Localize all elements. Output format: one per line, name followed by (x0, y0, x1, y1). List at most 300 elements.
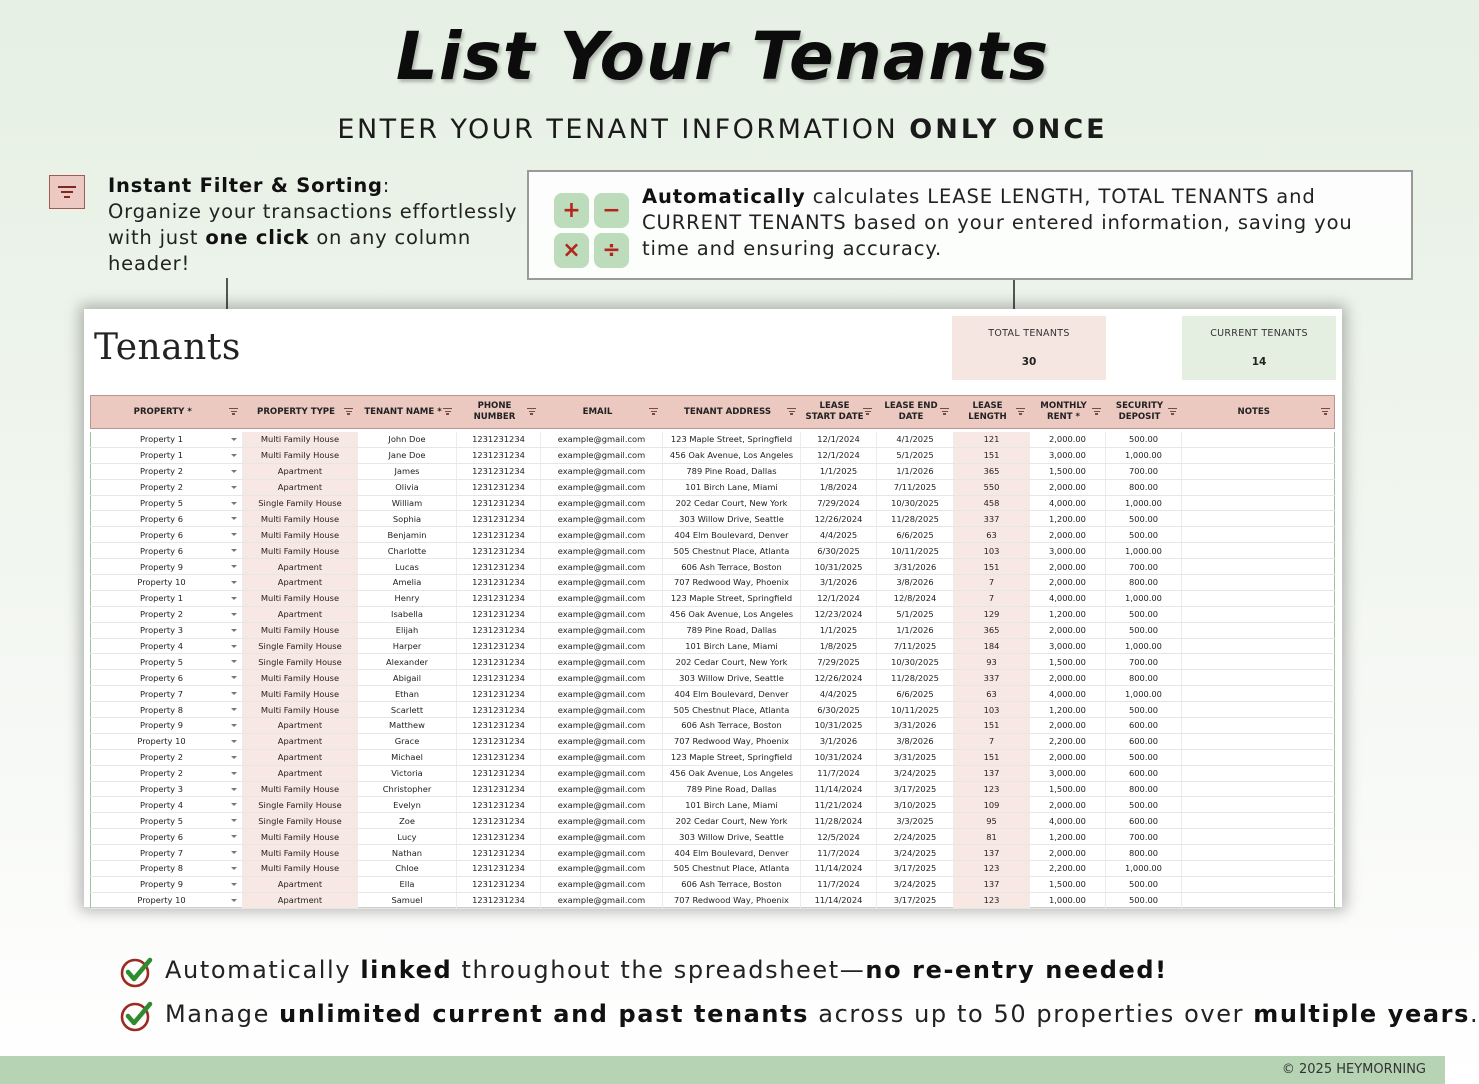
cell-phone[interactable]: 1231231234 (457, 606, 541, 622)
cell-ptype[interactable]: Apartment (243, 749, 358, 765)
cell-start[interactable]: 7/29/2025 (801, 654, 877, 670)
cell-phone[interactable]: 1231231234 (457, 432, 541, 448)
cell-notes[interactable] (1182, 829, 1335, 845)
cell-phone[interactable]: 1231231234 (457, 733, 541, 749)
cell-addr[interactable]: 606 Ash Terrace, Boston (663, 718, 801, 734)
cell-rent[interactable]: 1,500.00 (1030, 876, 1106, 892)
column-header-notes[interactable] (1182, 396, 1335, 429)
cell-phone[interactable]: 1231231234 (457, 797, 541, 813)
cell-addr[interactable]: 123 Maple Street, Springfield (663, 432, 801, 448)
cell-end[interactable]: 10/11/2025 (877, 543, 954, 559)
cell-start[interactable]: 11/14/2024 (801, 781, 877, 797)
cell-prop[interactable]: Property 5 (91, 495, 243, 511)
column-header-end[interactable] (877, 396, 954, 429)
chevron-down-icon[interactable] (231, 883, 237, 886)
cell-phone[interactable]: 1231231234 (457, 463, 541, 479)
cell-end[interactable]: 3/8/2026 (877, 733, 954, 749)
cell-rent[interactable]: 2,000.00 (1030, 797, 1106, 813)
cell-email[interactable]: example@gmail.com (541, 511, 663, 527)
cell-phone[interactable]: 1231231234 (457, 702, 541, 718)
cell-phone[interactable]: 1231231234 (457, 718, 541, 734)
cell-ptype[interactable]: Apartment (243, 463, 358, 479)
cell-phone[interactable]: 1231231234 (457, 638, 541, 654)
column-header-email[interactable] (541, 396, 663, 429)
cell-notes[interactable] (1182, 606, 1335, 622)
cell-phone[interactable]: 1231231234 (457, 686, 541, 702)
cell-rent[interactable]: 3,000.00 (1030, 638, 1106, 654)
cell-email[interactable]: example@gmail.com (541, 495, 663, 511)
cell-email[interactable]: example@gmail.com (541, 781, 663, 797)
cell-email[interactable]: example@gmail.com (541, 797, 663, 813)
chevron-down-icon[interactable] (231, 692, 237, 695)
cell-rent[interactable]: 1,200.00 (1030, 702, 1106, 718)
cell-len[interactable]: 151 (954, 718, 1030, 734)
cell-dep[interactable]: 1,000.00 (1106, 447, 1182, 463)
cell-name[interactable]: Christopher (358, 781, 457, 797)
cell-email[interactable]: example@gmail.com (541, 861, 663, 877)
filter-icon[interactable] (443, 408, 453, 416)
cell-phone[interactable]: 1231231234 (457, 447, 541, 463)
cell-addr[interactable]: 404 Elm Boulevard, Denver (663, 686, 801, 702)
cell-addr[interactable]: 404 Elm Boulevard, Denver (663, 845, 801, 861)
cell-len[interactable]: 337 (954, 670, 1030, 686)
cell-ptype[interactable]: Single Family House (243, 654, 358, 670)
cell-name[interactable]: Sophia (358, 511, 457, 527)
cell-ptype[interactable]: Multi Family House (243, 781, 358, 797)
cell-end[interactable]: 3/24/2025 (877, 845, 954, 861)
chevron-down-icon[interactable] (231, 819, 237, 822)
cell-addr[interactable]: 505 Chestnut Place, Atlanta (663, 543, 801, 559)
cell-notes[interactable] (1182, 876, 1335, 892)
cell-dep[interactable]: 1,000.00 (1106, 543, 1182, 559)
cell-prop[interactable]: Property 4 (91, 797, 243, 813)
chevron-down-icon[interactable] (231, 645, 237, 648)
cell-dep[interactable]: 800.00 (1106, 670, 1182, 686)
cell-notes[interactable] (1182, 718, 1335, 734)
cell-dep[interactable]: 600.00 (1106, 733, 1182, 749)
cell-len[interactable]: 121 (954, 432, 1030, 448)
filter-icon[interactable] (1320, 408, 1330, 416)
cell-notes[interactable] (1182, 432, 1335, 448)
filter-icon[interactable] (787, 408, 797, 416)
cell-start[interactable]: 6/30/2025 (801, 543, 877, 559)
cell-start[interactable]: 12/26/2024 (801, 670, 877, 686)
chevron-down-icon[interactable] (231, 724, 237, 727)
cell-start[interactable]: 11/21/2024 (801, 797, 877, 813)
cell-ptype[interactable]: Multi Family House (243, 829, 358, 845)
column-header-name[interactable] (358, 396, 457, 429)
cell-len[interactable]: 137 (954, 845, 1030, 861)
cell-end[interactable]: 10/11/2025 (877, 702, 954, 718)
cell-start[interactable]: 4/4/2025 (801, 686, 877, 702)
cell-end[interactable]: 3/3/2025 (877, 813, 954, 829)
cell-name[interactable]: Evelyn (358, 797, 457, 813)
cell-prop[interactable]: Property 6 (91, 511, 243, 527)
cell-start[interactable]: 3/1/2026 (801, 575, 877, 591)
cell-email[interactable]: example@gmail.com (541, 892, 663, 908)
cell-rent[interactable]: 2,000.00 (1030, 527, 1106, 543)
cell-len[interactable]: 184 (954, 638, 1030, 654)
cell-addr[interactable]: 101 Birch Lane, Miami (663, 479, 801, 495)
cell-prop[interactable]: Property 6 (91, 829, 243, 845)
cell-prop[interactable]: Property 1 (91, 447, 243, 463)
cell-notes[interactable] (1182, 590, 1335, 606)
cell-end[interactable]: 5/1/2025 (877, 606, 954, 622)
cell-dep[interactable]: 1,000.00 (1106, 861, 1182, 877)
cell-len[interactable]: 81 (954, 829, 1030, 845)
cell-dep[interactable]: 800.00 (1106, 781, 1182, 797)
cell-start[interactable]: 4/4/2025 (801, 527, 877, 543)
cell-name[interactable]: Charlotte (358, 543, 457, 559)
cell-dep[interactable]: 500.00 (1106, 749, 1182, 765)
cell-len[interactable]: 63 (954, 686, 1030, 702)
cell-addr[interactable]: 404 Elm Boulevard, Denver (663, 527, 801, 543)
cell-dep[interactable]: 700.00 (1106, 463, 1182, 479)
cell-end[interactable]: 5/1/2025 (877, 447, 954, 463)
cell-notes[interactable] (1182, 686, 1335, 702)
cell-name[interactable]: Benjamin (358, 527, 457, 543)
chevron-down-icon[interactable] (231, 533, 237, 536)
cell-dep[interactable]: 600.00 (1106, 813, 1182, 829)
cell-addr[interactable]: 456 Oak Avenue, Los Angeles (663, 606, 801, 622)
cell-ptype[interactable]: Multi Family House (243, 845, 358, 861)
cell-notes[interactable] (1182, 702, 1335, 718)
cell-len[interactable]: 109 (954, 797, 1030, 813)
cell-notes[interactable] (1182, 463, 1335, 479)
cell-phone[interactable]: 1231231234 (457, 861, 541, 877)
cell-dep[interactable]: 600.00 (1106, 718, 1182, 734)
cell-end[interactable]: 7/11/2025 (877, 638, 954, 654)
filter-icon[interactable] (940, 408, 950, 416)
cell-start[interactable]: 12/1/2024 (801, 432, 877, 448)
cell-prop[interactable]: Property 8 (91, 861, 243, 877)
cell-email[interactable]: example@gmail.com (541, 447, 663, 463)
cell-ptype[interactable]: Multi Family House (243, 511, 358, 527)
cell-start[interactable]: 11/7/2024 (801, 765, 877, 781)
cell-rent[interactable]: 1,500.00 (1030, 781, 1106, 797)
filter-icon[interactable] (527, 408, 537, 416)
cell-email[interactable]: example@gmail.com (541, 718, 663, 734)
cell-prop[interactable]: Property 7 (91, 845, 243, 861)
cell-end[interactable]: 3/17/2025 (877, 861, 954, 877)
cell-email[interactable]: example@gmail.com (541, 575, 663, 591)
chevron-down-icon[interactable] (231, 486, 237, 489)
cell-phone[interactable]: 1231231234 (457, 829, 541, 845)
cell-end[interactable]: 1/1/2026 (877, 622, 954, 638)
cell-notes[interactable] (1182, 622, 1335, 638)
cell-notes[interactable] (1182, 527, 1335, 543)
cell-name[interactable]: Nathan (358, 845, 457, 861)
cell-name[interactable]: Alexander (358, 654, 457, 670)
chevron-down-icon[interactable] (231, 597, 237, 600)
cell-prop[interactable]: Property 2 (91, 463, 243, 479)
cell-dep[interactable]: 500.00 (1106, 606, 1182, 622)
cell-addr[interactable]: 505 Chestnut Place, Atlanta (663, 702, 801, 718)
cell-notes[interactable] (1182, 543, 1335, 559)
cell-start[interactable]: 1/8/2024 (801, 479, 877, 495)
cell-name[interactable]: Amelia (358, 575, 457, 591)
cell-ptype[interactable]: Apartment (243, 892, 358, 908)
cell-ptype[interactable]: Apartment (243, 575, 358, 591)
cell-email[interactable]: example@gmail.com (541, 590, 663, 606)
cell-ptype[interactable]: Multi Family House (243, 686, 358, 702)
cell-addr[interactable]: 606 Ash Terrace, Boston (663, 876, 801, 892)
cell-ptype[interactable]: Apartment (243, 718, 358, 734)
cell-phone[interactable]: 1231231234 (457, 622, 541, 638)
cell-prop[interactable]: Property 2 (91, 765, 243, 781)
cell-prop[interactable]: Property 9 (91, 876, 243, 892)
cell-rent[interactable]: 2,000.00 (1030, 845, 1106, 861)
cell-phone[interactable]: 1231231234 (457, 479, 541, 495)
cell-start[interactable]: 10/31/2025 (801, 559, 877, 575)
cell-ptype[interactable]: Single Family House (243, 813, 358, 829)
cell-name[interactable]: Olivia (358, 479, 457, 495)
chevron-down-icon[interactable] (231, 788, 237, 791)
cell-addr[interactable]: 707 Redwood Way, Phoenix (663, 892, 801, 908)
cell-rent[interactable]: 1,000.00 (1030, 892, 1106, 908)
cell-phone[interactable]: 1231231234 (457, 511, 541, 527)
cell-name[interactable]: Lucas (358, 559, 457, 575)
cell-dep[interactable]: 500.00 (1106, 622, 1182, 638)
cell-start[interactable]: 7/29/2024 (801, 495, 877, 511)
cell-email[interactable]: example@gmail.com (541, 733, 663, 749)
cell-len[interactable]: 63 (954, 527, 1030, 543)
cell-name[interactable]: Isabella (358, 606, 457, 622)
cell-notes[interactable] (1182, 638, 1335, 654)
cell-len[interactable]: 93 (954, 654, 1030, 670)
cell-end[interactable]: 4/1/2025 (877, 432, 954, 448)
cell-prop[interactable]: Property 2 (91, 749, 243, 765)
cell-prop[interactable]: Property 2 (91, 606, 243, 622)
cell-phone[interactable]: 1231231234 (457, 845, 541, 861)
cell-prop[interactable]: Property 5 (91, 813, 243, 829)
cell-prop[interactable]: Property 8 (91, 702, 243, 718)
cell-rent[interactable]: 2,000.00 (1030, 749, 1106, 765)
cell-phone[interactable]: 1231231234 (457, 527, 541, 543)
chevron-down-icon[interactable] (231, 835, 237, 838)
cell-phone[interactable]: 1231231234 (457, 543, 541, 559)
cell-end[interactable]: 6/6/2025 (877, 686, 954, 702)
cell-end[interactable]: 3/31/2025 (877, 749, 954, 765)
cell-addr[interactable]: 101 Birch Lane, Miami (663, 638, 801, 654)
cell-start[interactable]: 11/7/2024 (801, 876, 877, 892)
filter-icon[interactable] (1168, 408, 1178, 416)
cell-ptype[interactable]: Multi Family House (243, 590, 358, 606)
cell-notes[interactable] (1182, 765, 1335, 781)
cell-notes[interactable] (1182, 749, 1335, 765)
cell-start[interactable]: 12/26/2024 (801, 511, 877, 527)
cell-email[interactable]: example@gmail.com (541, 559, 663, 575)
cell-name[interactable]: Grace (358, 733, 457, 749)
cell-len[interactable]: 137 (954, 876, 1030, 892)
cell-phone[interactable]: 1231231234 (457, 876, 541, 892)
cell-start[interactable]: 11/14/2024 (801, 861, 877, 877)
cell-prop[interactable]: Property 6 (91, 543, 243, 559)
cell-end[interactable]: 3/31/2026 (877, 559, 954, 575)
cell-phone[interactable]: 1231231234 (457, 670, 541, 686)
chevron-down-icon[interactable] (231, 756, 237, 759)
cell-prop[interactable]: Property 9 (91, 559, 243, 575)
cell-ptype[interactable]: Multi Family House (243, 702, 358, 718)
cell-start[interactable]: 12/23/2024 (801, 606, 877, 622)
cell-dep[interactable]: 700.00 (1106, 654, 1182, 670)
cell-end[interactable]: 10/30/2025 (877, 654, 954, 670)
cell-len[interactable]: 129 (954, 606, 1030, 622)
chevron-down-icon[interactable] (231, 629, 237, 632)
cell-prop[interactable]: Property 10 (91, 733, 243, 749)
cell-prop[interactable]: Property 9 (91, 718, 243, 734)
cell-len[interactable]: 123 (954, 892, 1030, 908)
cell-rent[interactable]: 1,500.00 (1030, 654, 1106, 670)
cell-start[interactable]: 3/1/2026 (801, 733, 877, 749)
cell-addr[interactable]: 789 Pine Road, Dallas (663, 622, 801, 638)
cell-name[interactable]: Henry (358, 590, 457, 606)
cell-rent[interactable]: 1,500.00 (1030, 463, 1106, 479)
cell-notes[interactable] (1182, 479, 1335, 495)
cell-len[interactable]: 151 (954, 447, 1030, 463)
cell-rent[interactable]: 4,000.00 (1030, 813, 1106, 829)
cell-ptype[interactable]: Multi Family House (243, 670, 358, 686)
cell-addr[interactable]: 303 Willow Drive, Seattle (663, 829, 801, 845)
cell-rent[interactable]: 1,200.00 (1030, 829, 1106, 845)
cell-end[interactable]: 11/28/2025 (877, 670, 954, 686)
cell-email[interactable]: example@gmail.com (541, 876, 663, 892)
cell-notes[interactable] (1182, 559, 1335, 575)
cell-addr[interactable]: 303 Willow Drive, Seattle (663, 670, 801, 686)
cell-addr[interactable]: 456 Oak Avenue, Los Angeles (663, 447, 801, 463)
cell-len[interactable]: 95 (954, 813, 1030, 829)
cell-ptype[interactable]: Multi Family House (243, 527, 358, 543)
cell-end[interactable]: 10/30/2025 (877, 495, 954, 511)
cell-start[interactable]: 11/28/2024 (801, 813, 877, 829)
cell-prop[interactable]: Property 6 (91, 670, 243, 686)
cell-phone[interactable]: 1231231234 (457, 590, 541, 606)
cell-addr[interactable]: 456 Oak Avenue, Los Angeles (663, 765, 801, 781)
chevron-down-icon[interactable] (231, 899, 237, 902)
cell-dep[interactable]: 1,000.00 (1106, 686, 1182, 702)
cell-email[interactable]: example@gmail.com (541, 829, 663, 845)
cell-len[interactable]: 337 (954, 511, 1030, 527)
column-header-rent[interactable] (1030, 396, 1106, 429)
cell-ptype[interactable]: Apartment (243, 876, 358, 892)
cell-prop[interactable]: Property 10 (91, 575, 243, 591)
cell-rent[interactable]: 3,000.00 (1030, 447, 1106, 463)
cell-dep[interactable]: 500.00 (1106, 511, 1182, 527)
cell-len[interactable]: 103 (954, 543, 1030, 559)
cell-end[interactable]: 3/17/2025 (877, 781, 954, 797)
column-header-addr[interactable] (663, 396, 801, 429)
cell-rent[interactable]: 2,000.00 (1030, 718, 1106, 734)
cell-name[interactable]: Jane Doe (358, 447, 457, 463)
cell-name[interactable]: Lucy (358, 829, 457, 845)
cell-email[interactable]: example@gmail.com (541, 749, 663, 765)
chevron-down-icon[interactable] (231, 549, 237, 552)
cell-ptype[interactable]: Single Family House (243, 638, 358, 654)
cell-email[interactable]: example@gmail.com (541, 702, 663, 718)
chevron-down-icon[interactable] (231, 867, 237, 870)
cell-prop[interactable]: Property 10 (91, 892, 243, 908)
cell-name[interactable]: Elijah (358, 622, 457, 638)
cell-notes[interactable] (1182, 654, 1335, 670)
cell-dep[interactable]: 800.00 (1106, 575, 1182, 591)
cell-end[interactable]: 12/8/2024 (877, 590, 954, 606)
cell-name[interactable]: Matthew (358, 718, 457, 734)
cell-email[interactable]: example@gmail.com (541, 813, 663, 829)
cell-addr[interactable]: 707 Redwood Way, Phoenix (663, 733, 801, 749)
cell-addr[interactable]: 123 Maple Street, Springfield (663, 590, 801, 606)
cell-email[interactable]: example@gmail.com (541, 670, 663, 686)
cell-name[interactable]: Ella (358, 876, 457, 892)
cell-email[interactable]: example@gmail.com (541, 432, 663, 448)
cell-len[interactable]: 365 (954, 463, 1030, 479)
cell-end[interactable]: 2/24/2025 (877, 829, 954, 845)
cell-notes[interactable] (1182, 511, 1335, 527)
cell-ptype[interactable]: Multi Family House (243, 622, 358, 638)
cell-end[interactable]: 3/31/2026 (877, 718, 954, 734)
cell-prop[interactable]: Property 5 (91, 654, 243, 670)
cell-rent[interactable]: 2,000.00 (1030, 575, 1106, 591)
cell-rent[interactable]: 2,000.00 (1030, 432, 1106, 448)
cell-rent[interactable]: 1,200.00 (1030, 511, 1106, 527)
cell-len[interactable]: 151 (954, 559, 1030, 575)
cell-end[interactable]: 11/28/2025 (877, 511, 954, 527)
cell-notes[interactable] (1182, 892, 1335, 908)
cell-end[interactable]: 3/10/2025 (877, 797, 954, 813)
cell-email[interactable]: example@gmail.com (541, 543, 663, 559)
cell-addr[interactable]: 202 Cedar Court, New York (663, 654, 801, 670)
cell-prop[interactable]: Property 1 (91, 590, 243, 606)
cell-email[interactable]: example@gmail.com (541, 527, 663, 543)
filter-icon[interactable] (229, 408, 239, 416)
column-header-start[interactable] (801, 396, 877, 429)
cell-rent[interactable]: 1,200.00 (1030, 606, 1106, 622)
cell-dep[interactable]: 1,000.00 (1106, 495, 1182, 511)
cell-name[interactable]: Victoria (358, 765, 457, 781)
cell-ptype[interactable]: Apartment (243, 765, 358, 781)
cell-dep[interactable]: 1,000.00 (1106, 590, 1182, 606)
cell-notes[interactable] (1182, 447, 1335, 463)
cell-rent[interactable]: 4,000.00 (1030, 686, 1106, 702)
cell-rent[interactable]: 2,200.00 (1030, 861, 1106, 877)
chevron-down-icon[interactable] (231, 803, 237, 806)
cell-addr[interactable]: 202 Cedar Court, New York (663, 813, 801, 829)
cell-dep[interactable]: 500.00 (1106, 702, 1182, 718)
column-header-len[interactable] (954, 396, 1030, 429)
cell-dep[interactable]: 600.00 (1106, 765, 1182, 781)
cell-start[interactable]: 6/30/2025 (801, 702, 877, 718)
filter-icon[interactable] (863, 408, 873, 416)
cell-addr[interactable]: 123 Maple Street, Springfield (663, 749, 801, 765)
cell-email[interactable]: example@gmail.com (541, 845, 663, 861)
cell-start[interactable]: 12/5/2024 (801, 829, 877, 845)
cell-prop[interactable]: Property 7 (91, 686, 243, 702)
cell-len[interactable]: 103 (954, 702, 1030, 718)
cell-addr[interactable]: 606 Ash Terrace, Boston (663, 559, 801, 575)
cell-rent[interactable]: 4,000.00 (1030, 495, 1106, 511)
chevron-down-icon[interactable] (231, 613, 237, 616)
cell-addr[interactable]: 707 Redwood Way, Phoenix (663, 575, 801, 591)
chevron-down-icon[interactable] (231, 740, 237, 743)
cell-ptype[interactable]: Multi Family House (243, 861, 358, 877)
cell-dep[interactable]: 700.00 (1106, 559, 1182, 575)
cell-email[interactable]: example@gmail.com (541, 463, 663, 479)
cell-phone[interactable]: 1231231234 (457, 654, 541, 670)
cell-addr[interactable]: 202 Cedar Court, New York (663, 495, 801, 511)
cell-email[interactable]: example@gmail.com (541, 686, 663, 702)
cell-name[interactable]: James (358, 463, 457, 479)
cell-email[interactable]: example@gmail.com (541, 606, 663, 622)
cell-len[interactable]: 123 (954, 861, 1030, 877)
